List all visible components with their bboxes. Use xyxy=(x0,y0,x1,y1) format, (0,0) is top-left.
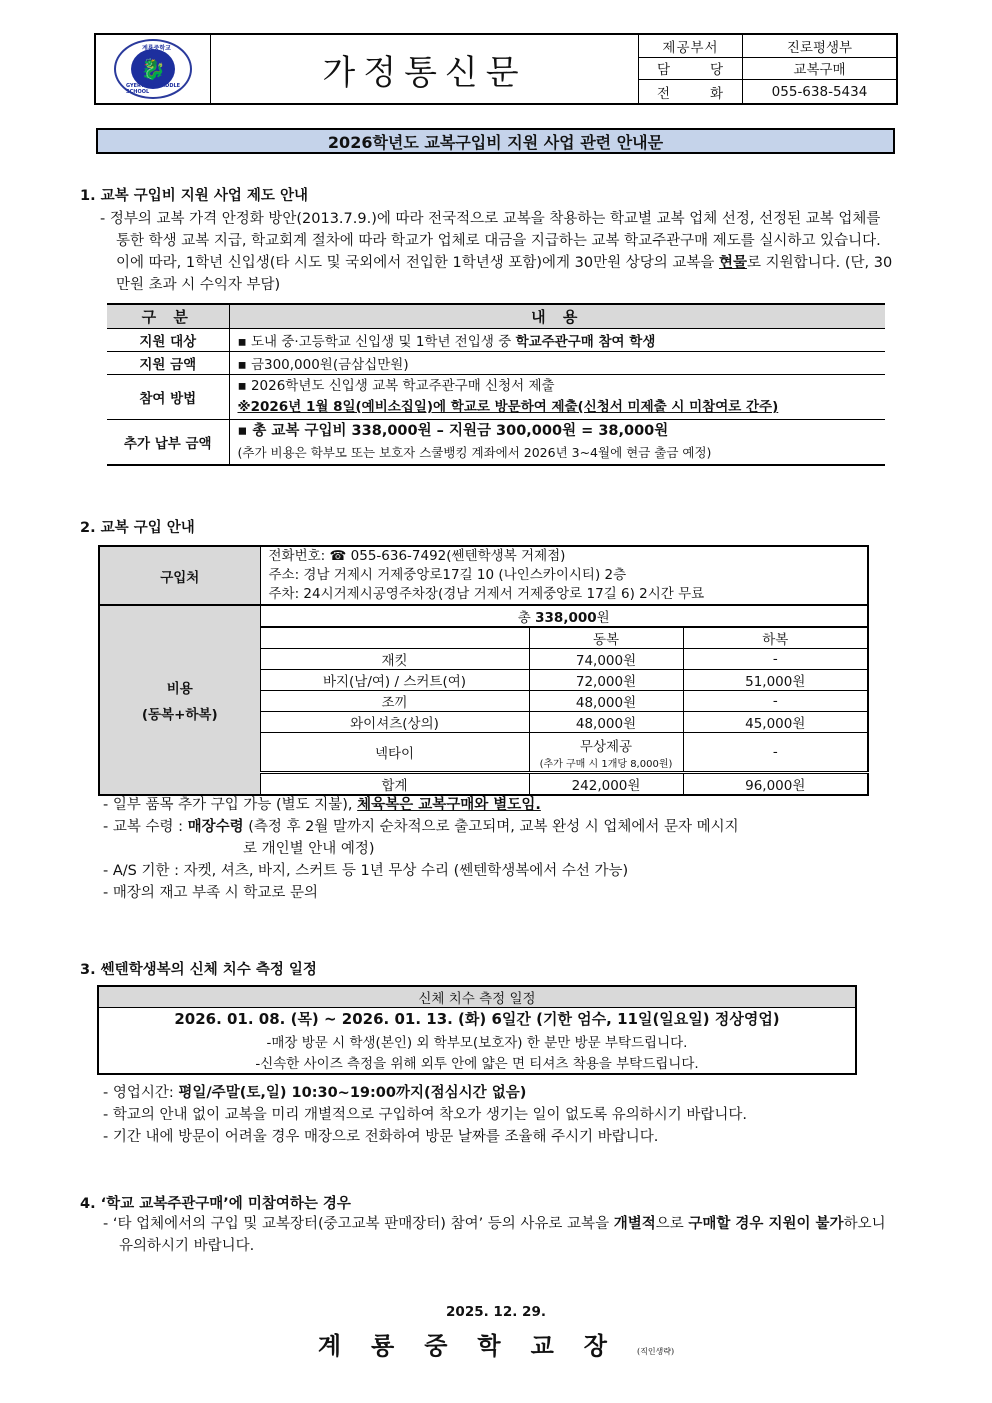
phone-icon: ☎ xyxy=(329,548,347,564)
col-category: 구 분 xyxy=(107,304,229,329)
table-row: 추가 납부 금액 ▪ 총 교복 구입비 338,000원 – 지원금 300,000원 = 38,000원 (추가 비용은 학부모 또는 보호자 스쿨뱅킹 계좌에서 2026년 3~4월에 현금 출금 예정) xyxy=(107,420,885,466)
table-row: 바지(남/여) / 스커트(여) 72,000원 51,000원 xyxy=(99,670,868,691)
phone-value: 055-638-5434 xyxy=(771,83,868,100)
store-label: 구입처 xyxy=(99,546,260,605)
purchase-table xyxy=(98,545,869,796)
section3-title: 3. 쎈텐학생복의 신체 치수 측정 일정 xyxy=(80,962,317,978)
section4-title: 4. ‘학교 교복주관구매’에 미참여하는 경우 xyxy=(80,1196,351,1212)
section2-title: 2. 교복 구입 안내 xyxy=(80,520,195,536)
info-table xyxy=(638,35,896,103)
section1-title: 1. 교복 구입비 지원 사업 제도 안내 xyxy=(80,188,308,204)
section2-notes: - 일부 품목 추가 구입 가능 (별도 지불), 체육복은 교복구매와 별도임. - 교복 수령 : 매장수령 (측정 후 2월 말까지 순차적으로 출고되며, 교복 완성 시 업체에서 문자 메시지 로 개인별 안내 예정) - A/S 기한 : 자켓, 셔츠, 바지, 스커트 등 1년 무상 수리 (쎈텐학생복에서 수선 가능) - 매장의 재고 부족 시 학교로 문의 xyxy=(103,797,739,901)
measurement-schedule: 2026. 01. 08. (목) ~ 2026. 01. 13. (화) 6일간 (기한 엄수, 11일(일요일) 정상영업) xyxy=(174,1010,780,1029)
col-winter: 동복 xyxy=(529,627,683,649)
in-kind-emphasis: 현물 xyxy=(719,255,748,271)
document-banner: 2026학년도 교복구입비 지원 사업 관련 안내문 xyxy=(96,128,895,154)
dept-label: 제공부서 xyxy=(639,35,743,58)
table-row: 재킷 74,000원 - xyxy=(99,649,868,670)
principal-signature: 계룡중학교장(직인생략) xyxy=(317,1331,675,1360)
col-summer: 하복 xyxy=(683,627,868,649)
deadline-notice: ※2026년 1월 8일(예비소집일)에 학교로 방문하여 제출(신청서 미제출 시 미참여로 간주) xyxy=(237,399,779,415)
section3-notes: - 영업시간: 평일/주말(토,일) 10:30~19:00까지(점심시간 없음) - 학교의 안내 없이 교복을 미리 개별적으로 구입하여 착오가 생기는 일이 없도록 유의하시기 바랍니다. - 기간 내에 방문이 어려울 경우 매장으로 전화하여 방문 날짜를 조율해 주시기 바랍니다. xyxy=(103,1085,748,1145)
seal-omitted: (직인생략) xyxy=(636,1347,675,1356)
measurement-header: 신체 치수 측정 일정 xyxy=(98,986,856,1008)
logo-cell xyxy=(96,35,211,103)
manager-value: 교복구매 xyxy=(743,58,896,81)
phone-label: 전 화 xyxy=(639,80,743,103)
logo-top-text: 계룡중학교 xyxy=(142,45,171,52)
cost-label: 비용 (동복+하복) xyxy=(99,605,260,795)
table-row: 와이셔츠(상의) 48,000원 45,000원 xyxy=(99,712,868,733)
measurement-table: 신체 치수 측정 일정 2026. 01. 08. (목) ~ 2026. 01. 13. (화) 6일간 (기한 엄수, 11일(일요일) 정상영업) -매장 방문 시 학생(본인) 외 학부모(보호자) 한 분만 방문 부탁드립니다. -신속한 사이즈 측정을 위해 외투 안에 얇은 면 티셔츠 착용을 부탁드립니다. xyxy=(97,985,857,1075)
dept-value: 진로평생부 xyxy=(743,35,896,58)
table-row: 조끼 48,000원 - xyxy=(99,691,868,712)
col-content: 내 용 xyxy=(229,304,885,329)
section4-paragraph: - ‘타 업체에서의 구입 및 교복장터(중고교복 판매장터) 참여’ 등의 사유로 교복을 개별적으로 구매할 경우 지원이 불가하오니 유의하시기 바랍니다. xyxy=(103,1216,886,1254)
letter-header xyxy=(94,33,898,105)
page-title: 가정통신문 xyxy=(322,52,527,93)
support-table xyxy=(107,303,885,466)
issue-date: 2025. 12. 29. xyxy=(446,1304,546,1320)
dragon-icon: 🐉 xyxy=(131,49,175,89)
manager-label: 담 당 xyxy=(639,58,743,81)
sum-row: 합계 242,000원 96,000원 xyxy=(99,773,868,796)
table-row: 지원 금액 ▪ 금300,000원(금삼십만원) xyxy=(107,352,885,375)
school-logo-icon xyxy=(114,39,192,99)
section1-paragraph: - 정부의 교복 가격 안정화 방안(2013.7.9.)에 따라 전국적으로 교복을 착용하는 학교별 교복 업체 선정, 선정된 교복 업체를 통한 학생 교복 지급, 학교회계 절차에 따라 학교가 업체로 대금을 지급하는 교복 학교주관구매 제도를 실시하고 있습니다. 이에 따라, 1학년 신입생(타 시도 및 국외에서 전입한 1학년생 포함)에게 30만원 상당의 교복을 현물로 지원합니다. (단, 30만원 초과 시 수익자 부담) xyxy=(100,211,893,293)
total-cost: 총 338,000원 xyxy=(260,605,868,627)
table-row: 지원 대상 ▪ 도내 중·고등학교 신입생 및 1학년 전입생 중 학교주관구매 참여 학생 xyxy=(107,329,885,352)
table-row: 넥타이 무상제공 (추가 구매 시 1개당 8,000원) - xyxy=(99,733,868,773)
store-info: 전화번호: ☎ 055-636-7492(쎈텐학생복 거제점) 주소: 경남 거제시 거제중앙로17길 10 (나인스카이시티) 2층 주차: 24시거제시공영주차장(경남 거제서 거제중앙로 17길 6) 2시간 무료 xyxy=(260,546,868,605)
logo-bottom-text: GYERYONG MIDDLE SCHOOL xyxy=(126,83,181,95)
table-row: 참여 방법 ▪ 2026학년도 신입생 교복 학교주관구매 신청서 제출 ※2026년 1월 8일(예비소집일)에 학교로 방문하여 제출(신청서 미제출 시 미참여로 간주) xyxy=(107,375,885,420)
